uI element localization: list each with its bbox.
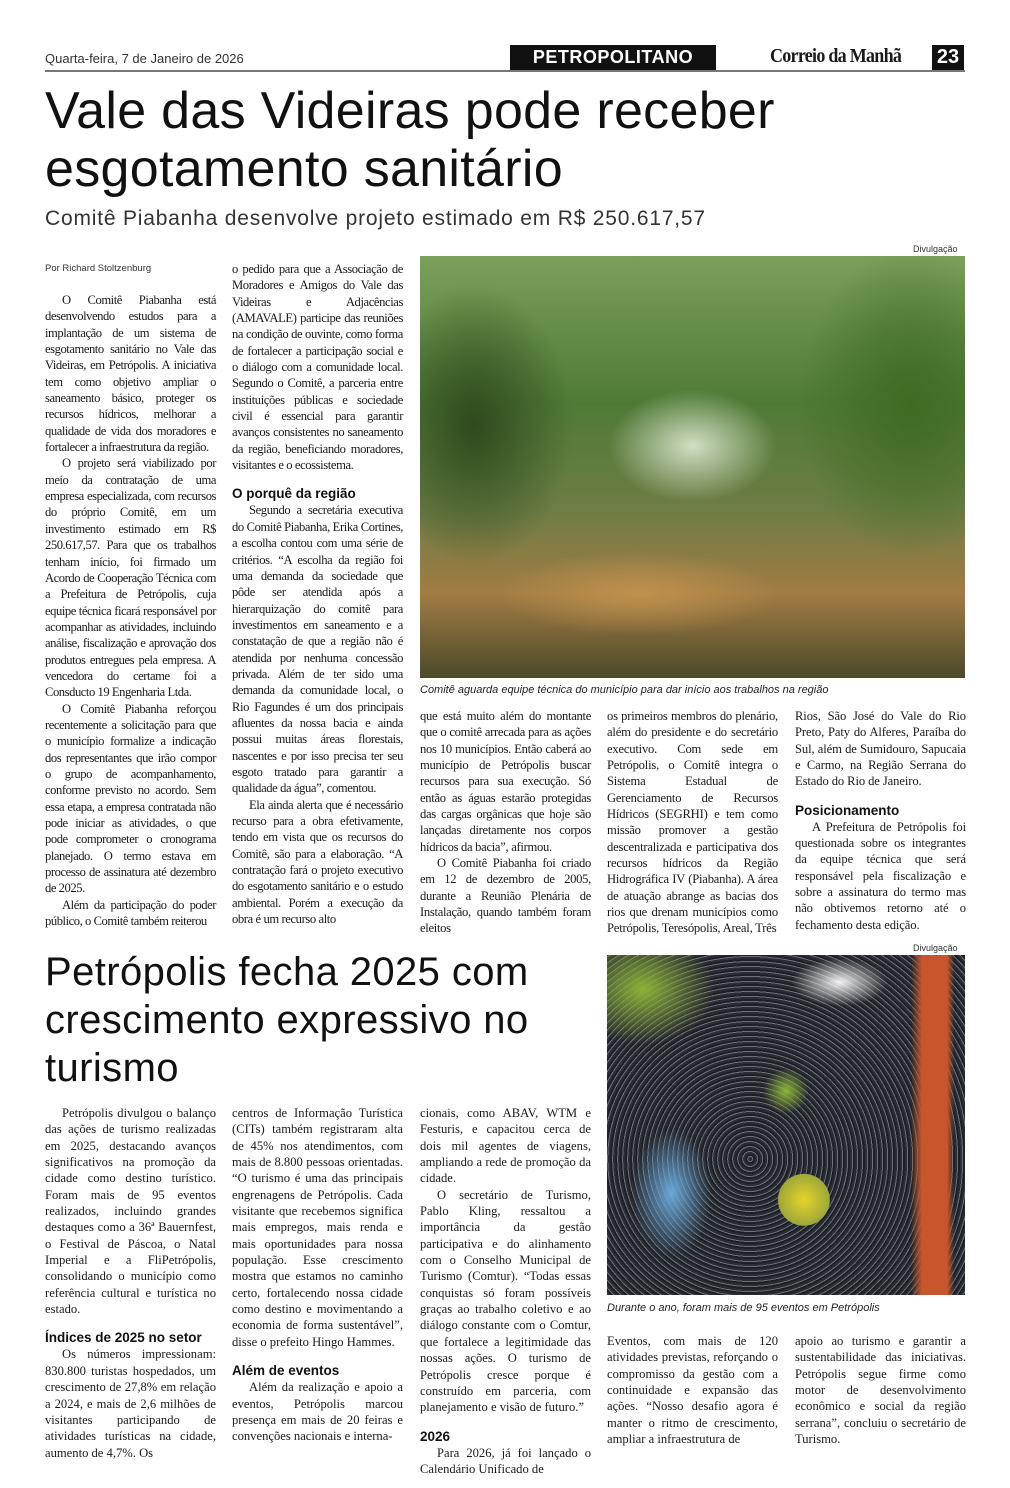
article2-column-2 [232, 1105, 403, 1445]
article2-column-4 [607, 1333, 778, 1447]
paragraph: O Comitê Piabanha reforçou recentemente a solicitação para que o município formalize a indicação dos representantes que irão compor o grupo de acompanhamento, conforme previsto no acordo. Sem essa etapa, a empresa contratada não pode iniciar as atividades, o que pode comprometer o cronograma planejado. O termo estava em processo de assinatura até dezembro de 2025. [45, 701, 216, 896]
paragraph: Além da realização e apoio a eventos, Petrópolis marcou presença em mais de 20 feiras e convenções nacionais e interna- [232, 1380, 403, 1444]
article1-headline: Vale das Videiras pode receber esgotamento sanitário [45, 82, 775, 198]
article1-column-5 [795, 708, 966, 933]
article1-column-2 [232, 261, 403, 927]
article1-column-3 [420, 708, 591, 937]
article2-photo-credit: Divulgação [913, 943, 958, 953]
article2-photo-caption: Durante o ano, foram mais de 95 eventos em Petrópolis [607, 1302, 880, 1314]
paragraph: Os números impressionam: 830.800 turistas hospedados, um crescimento de 27,8% em relação a 2024, e mais de 2,6 milhões de visitantes participando de atividades turísticas na cidade, aumento de 4,7%. Os [45, 1347, 216, 1460]
paragraph: apoio ao turismo e garantir a sustentabilidade das iniciativas. Petrópolis segue firme como motor de desenvolvimento econômico e social da região serrana”, concluiu o secretário de Turismo. [795, 1334, 966, 1447]
paragraph: Segundo a secretária executiva do Comitê Piabanha, Erika Cortines, a escolha contou com uma série de critérios. “A escolha da região foi uma demanda da sociedade que pôde ser atendida após a hierarquização do comitê para investimentos em saneamento e a constatação de que a região não é atendida por nenhuma concessão privada. Além de ter sido uma demanda da comunidade local, o Rio Fagundes é um dos principais afluentes da nossa bacia e ainda possui muitas áreas florestais, nascentes e por isso precisa ter seu esgoto tratado para garantir a qualidade da água”, comentou. [232, 503, 403, 796]
paragraph: O Comitê Piabanha está desenvolvendo estudos para a implantação de um sistema de esgotamento sanitário no Vale das Videiras, em Petrópolis. A iniciativa tem como objetivo ampliar o saneamento básico, proteger os recursos hídricos, melhorar a qualidade de vida dos moradores e fortalecer a infraestrutura da região. [45, 293, 216, 455]
paragraph: A Prefeitura de Petrópolis foi questionada sobre os integrantes da equipe técnica que será responsável pela fiscalização e sobre a assinatura do termo mas não obtivemos retorno até o fechamento desta edição. [795, 819, 966, 932]
paragraph: Além da participação do poder público, o Comitê também reiterou [45, 897, 216, 929]
article2-column-5 [795, 1333, 966, 1447]
newspaper-logo: Correio da Manhã [770, 45, 902, 67]
subheading: Posicionamento [795, 802, 900, 818]
subheading: Índices de 2025 no setor [45, 1330, 202, 1346]
subheading: Além de eventos [232, 1363, 340, 1379]
article1-photo-caption: Comitê aguarda equipe técnica do município para dar início aos trabalhos na região [420, 684, 829, 696]
paragraph: Rios, São José do Vale do Rio Preto, Paty do Alferes, Paraíba do Sul, além de Sumidouro, Sapucaia e Carmo, na Região Serrana do Estado do Rio de Janeiro. [795, 709, 966, 789]
article1-photo [420, 256, 965, 678]
paragraph: O projeto será viabilizado por meio da contratação de uma empresa especializada, com recursos do próprio Comitê, em um investimento estimado em R$ 250.617,57. Para que os trabalhos tenham início, foi firmado um Acordo de Cooperação Técnica com a Prefeitura de Petrópolis, cuja equipe técnica ficará responsável por acompanhar as atividades, incluindo análise, fiscalização e aprovação dos produtos entregues pela empresa. A vencedora do certame foi a Consducto 19 Engenharia Ltda. [45, 456, 216, 700]
paragraph: O Comitê Piabanha foi criado em 12 de dezembro de 2005, durante a Reunião Plenária de Instalação, quando também foram eleitos [420, 856, 591, 936]
article2-headline: Petrópolis fecha 2025 com crescimento expressivo no turismo [45, 950, 529, 1090]
page-number: 23 [932, 45, 964, 70]
article2-column-1 [45, 1105, 216, 1461]
paragraph: O secretário de Turismo, Pablo Kling, ressaltou a importância da gestão participativa e do alinhamento com o Conselho Municipal de Turismo (Comtur). “Todas essas conquistas só foram possíveis graças ao trabalho coletivo e ao diálogo constante com o Comtur, que fortalece a legitimidade das nossas ações. O turismo de Petrópolis cresce porque é construído em parceria, com planejamento e visão de futuro.” [420, 1187, 591, 1415]
article1-photo-credit: Divulgação [913, 244, 958, 254]
header-rule [45, 70, 965, 72]
paragraph: que está muito além do montante que o comitê arrecada para as ações nos 10 municípios. Então caberá ao município de Petrópolis buscar recursos para sua execução. Só então as águas estarão protegidas das cargas orgânicas que hoje são lançadas diretamente nos corpos hídricos da bacia”, afirmou. [420, 709, 591, 854]
paragraph: centros de Informação Turística (CITs) também registraram alta de 45% nos atendimentos, com mais de 8.800 pessoas orientadas. “O turismo é uma das principais engrenagens de Petrópolis. Cada visitante que recebemos significa mais empregos, mais renda e mais oportunidades para nossa população. Esse crescimento mostra que estamos no caminho certo, fortalecendo nossa cidade como destino e movimentando a economia de forma sustentável”, disse o prefeito Hingo Hammes. [232, 1106, 403, 1349]
byline: Por Richard Stoltzenburg [45, 263, 152, 274]
paragraph: Eventos, com mais de 120 atividades previstas, reforçando o compromisso da gestão com a continuidade e expansão das ações. “Nosso desafio agora é manter o ritmo de crescimento, ampliar a infraestrutura de [607, 1334, 778, 1447]
section-label: PETROPOLITANO [510, 45, 716, 70]
paragraph: o pedido para que a Associação de Moradores e Amigos do Vale das Videiras e Adjacências (AMAVALE) participe das reuniões na condição de ouvinte, como forma de fortalecer a participação social e o diálogo com a comunidade local. Segundo o Comitê, a parceria entre instituições públicas e sociedade civil é essencial para garantir avanços consistentes no saneamento da região, beneficiando moradores, visitantes e o ecossistema. [232, 262, 403, 473]
article1-column-1 [45, 263, 216, 929]
subheading: 2026 [420, 1428, 451, 1444]
paragraph: Para 2026, já foi lançado o Calendário Unificado de [420, 1445, 591, 1476]
paragraph: os primeiros membros do plenário, além do presidente e do secretário executivo. Com sede em Petrópolis, o Comitê integra o Sistema Estadual de Gerenciamento de Recursos Hídricos (SEGRHI) e tem como missão promover a gestão descentralizada e participativa dos recursos hídricos da Região Hidrográfica IV (Piabanha). A área de atuação abrange as bacias dos rios que drenam municípios como Petrópolis, Teresópolis, Areal, Três [607, 709, 778, 936]
article1-subtitle: Comitê Piabanha desenvolve projeto estimado em R$ 250.617,57 [45, 207, 706, 230]
paragraph: cionais, como ABAV, WTM e Festuris, e capacitou cerca de dois mil agentes de viagens, ampliando a rede de promoção da cidade. [420, 1106, 591, 1186]
article2-column-3 [420, 1105, 591, 1477]
subheading: O porquê da região [232, 486, 356, 502]
article2-photo [607, 955, 965, 1295]
issue-date: Quarta-feira, 7 de Janeiro de 2026 [45, 51, 244, 66]
article1-column-4 [607, 708, 778, 937]
paragraph: Petrópolis divulgou o balanço das ações de turismo realizadas em 2025, destacando avanços significativos na promoção da cidade como destino turístico. Foram mais de 95 eventos realizados, incluindo grandes destaques como a 36ª Bauernfest, o Festival de Páscoa, o Natal Imperial e a FliPetrópolis, consolidando o município como referência cultural e turística no estado. [45, 1106, 216, 1317]
paragraph: Ela ainda alerta que é necessário recurso para a obra efetivamente, tendo em vista que os recursos do Comitê, são para a elaboração. “A contratação fará o projeto executivo do esgotamento sanitário e o estudo ambiental. Porém a execução da obra é um recurso alto [232, 797, 403, 927]
